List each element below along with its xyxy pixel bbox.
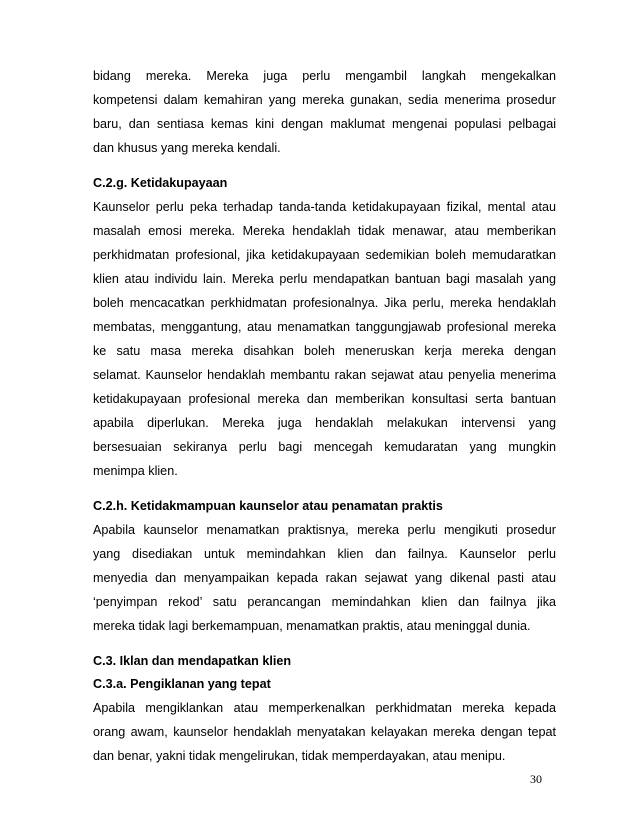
- paragraph-penamatan-praktis: [93, 518, 556, 638]
- text-line: Kaunselor perlu peka terhadap tanda-tanda ketidakupayaan fizikal, mental atau: [93, 200, 556, 214]
- text-line: ketidakupayaan profesional mereka dan memberikan konsultasi serta bantuan: [93, 392, 556, 406]
- spacer: [93, 483, 556, 495]
- text-line: mereka tidak lagi berkemampuan, menamatkan praktis, atau meninggal dunia.: [93, 619, 531, 633]
- section-heading-c2g: C.2.g. Ketidakupayaan: [93, 176, 228, 190]
- text-line: Apabila kaunselor menamatkan praktisnya, mereka perlu mengikuti prosedur: [93, 523, 556, 537]
- paragraph-pengiklanan: [93, 696, 556, 768]
- spacer: [93, 160, 556, 172]
- text-line: perkhidmatan profesional, jika ketidakupayaan sedemikian boleh memudaratkan: [93, 248, 556, 262]
- text-line: selamat. Kaunselor hendaklah membantu rakan sejawat atau penyelia menerima: [93, 368, 556, 382]
- paragraph-ketidakupayaan: [93, 195, 556, 483]
- text-line: bersesuaian sekiranya perlu bagi mencegah kemudaratan yang mungkin: [93, 440, 556, 454]
- text-line: menyedia dan menyampaikan kepada rakan sejawat yang dikenal pasti atau: [93, 571, 556, 585]
- page-number: 30: [530, 772, 542, 786]
- text-line: boleh mencacatkan perkhidmatan profesionalnya. Jika perlu, mereka hendaklah: [93, 296, 556, 310]
- text-line: baru, dan sentiasa kemas kini dengan maklumat mengenai populasi pelbagai: [93, 117, 556, 131]
- text-line: klien atau individu lain. Mereka perlu mendapatkan bantuan bagi masalah yang: [93, 272, 556, 286]
- section-heading-c3: C.3. Iklan dan mendapatkan klien: [93, 654, 292, 668]
- text-line: ke satu masa mereka disahkan boleh meneruskan kerja mereka dengan: [93, 344, 556, 358]
- paragraph-intro: [93, 64, 556, 160]
- text-line: bidang mereka. Mereka juga perlu mengambil langkah mengekalkan: [93, 69, 556, 83]
- text-line: yang disediakan untuk memindahkan klien dan failnya. Kaunselor perlu: [93, 547, 556, 561]
- text-line: menimpa klien.: [93, 464, 178, 478]
- text-line: membatas, menggantung, atau menamatkan tanggungjawab profesional mereka: [93, 320, 556, 334]
- text-line: ‘penyimpan rekod’ satu perancangan memindahkan klien dan failnya jika: [93, 595, 556, 609]
- document-body: [93, 64, 556, 768]
- text-line: apabila diperlukan. Mereka juga hendaklah melakukan intervensi yang: [93, 416, 556, 430]
- spacer: [93, 638, 556, 650]
- text-line: dan khusus yang mereka kendali.: [93, 141, 281, 155]
- section-heading-c3a: C.3.a. Pengiklanan yang tepat: [93, 677, 271, 691]
- text-line: dan benar, yakni tidak mengelirukan, tidak memperdayakan, atau menipu.: [93, 749, 506, 763]
- section-heading-c2h: C.2.h. Ketidakmampuan kaunselor atau penamatan praktis: [93, 499, 443, 513]
- text-line: masalah emosi mereka. Mereka hendaklah tidak menawar, atau memberikan: [93, 224, 556, 238]
- text-line: orang awam, kaunselor hendaklah menyatakan kelayakan mereka dengan tepat: [93, 725, 556, 739]
- text-line: Apabila mengiklankan atau memperkenalkan perkhidmatan mereka kepada: [93, 701, 556, 715]
- text-line: kompetensi dalam kemahiran yang mereka gunakan, sedia menerima prosedur: [93, 93, 556, 107]
